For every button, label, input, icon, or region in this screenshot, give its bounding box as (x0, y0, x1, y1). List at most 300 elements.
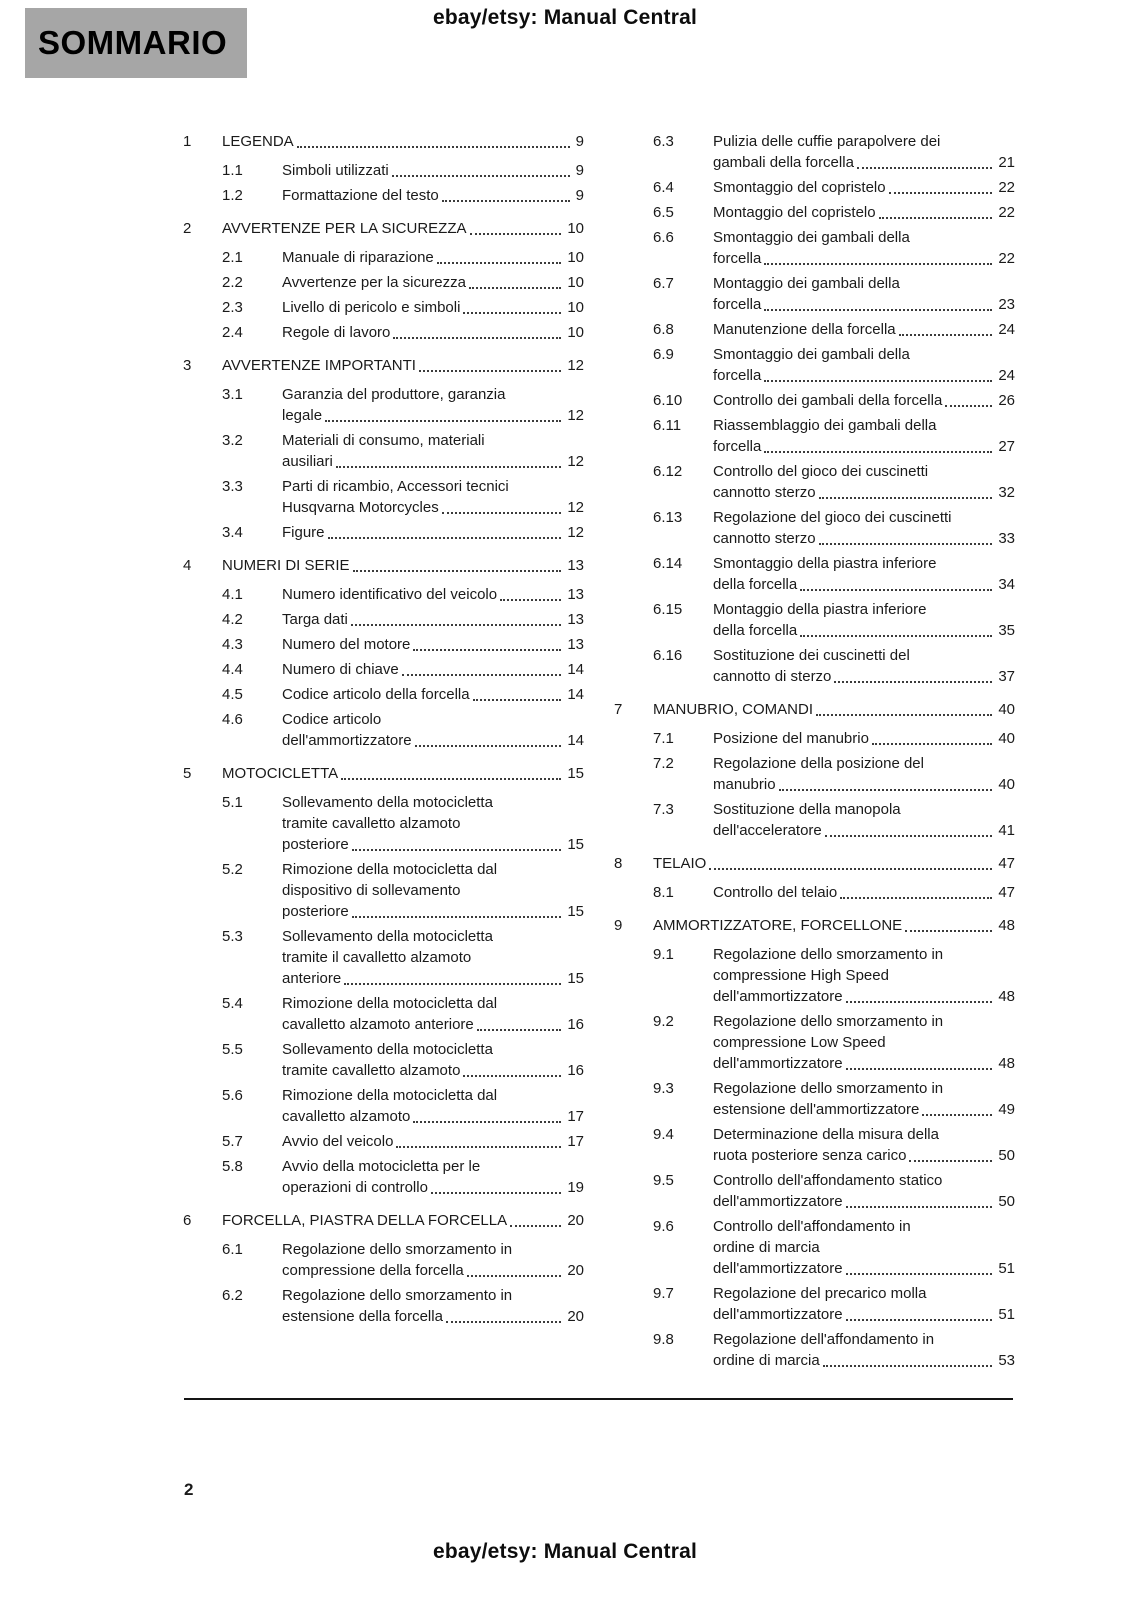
toc-entry-number: 4.4 (222, 661, 243, 678)
toc-entry-body (282, 476, 584, 518)
toc-entry-page: 13 (567, 636, 584, 653)
dot-leader (857, 167, 992, 169)
toc-entry-line: Materiali di consumo, materiali (282, 432, 485, 449)
toc-entry (653, 177, 1015, 198)
dot-leader (800, 589, 992, 591)
toc-entry (222, 684, 584, 705)
toc-entry (653, 799, 1015, 841)
toc-entry-body (713, 1329, 1015, 1371)
toc-entry-page: 33 (998, 530, 1015, 547)
toc-entry-line (282, 834, 584, 855)
toc-entry-number: 9.6 (653, 1218, 674, 1235)
toc-entry-title: ausiliari (282, 453, 333, 470)
toc-entry-page: 20 (567, 1212, 584, 1229)
toc-entry (653, 344, 1015, 386)
toc-entry-number: 6.14 (653, 555, 683, 572)
dot-leader (819, 497, 993, 499)
toc-entry-page: 20 (567, 1262, 584, 1279)
toc-entry-page: 50 (998, 1193, 1015, 1210)
toc-entry (653, 1011, 1015, 1074)
toc-entry-page: 13 (567, 586, 584, 603)
toc-entry-line (713, 152, 1015, 173)
toc-entry (222, 322, 584, 343)
toc-entry-body (713, 1283, 1015, 1325)
toc-entry-line: Smontaggio dei gambali della (713, 346, 910, 363)
toc-entry-body (282, 297, 584, 318)
toc-entry-title: Numero del motore (282, 636, 411, 653)
toc-entry-line: Sollevamento della motocicletta (282, 928, 493, 945)
toc-entry-body (713, 1124, 1015, 1166)
dot-leader (846, 1001, 993, 1003)
toc-entry-body (713, 599, 1015, 641)
toc-entry-number: 6.2 (222, 1287, 243, 1304)
toc-entry-number: 8 (614, 855, 623, 872)
toc-entry-page: 51 (998, 1306, 1015, 1323)
toc-entry-number: 6.4 (653, 179, 674, 196)
toc-entry-number: 4 (183, 557, 192, 574)
toc-entry-page: 37 (998, 668, 1015, 685)
toc-entry-line: Riassemblaggio dei gambali della (713, 417, 937, 434)
toc-entry-line: Smontaggio della piastra inferiore (713, 555, 937, 572)
toc-entry-line (713, 620, 1015, 641)
dot-leader (816, 714, 992, 716)
toc-entry-line (222, 1210, 584, 1231)
toc-entry-line (713, 728, 1015, 749)
toc-entry-page: 47 (998, 884, 1015, 901)
toc-entry-number: 6.11 (653, 417, 682, 434)
toc-entry-title: posteriore (282, 836, 349, 853)
toc-entry-line (282, 247, 584, 268)
toc-entry-line: dispositivo di sollevamento (282, 882, 461, 899)
toc-entry-line: Regolazione dello smorzamento in (282, 1241, 513, 1258)
toc-entry-body (222, 218, 584, 239)
toc-entry-line: Codice articolo (282, 711, 382, 728)
toc-entry-body (282, 1085, 584, 1127)
toc-entry-title: cavalletto alzamoto anteriore (282, 1016, 474, 1033)
toc-entry-number: 6.3 (653, 133, 674, 150)
toc-entry-line (713, 365, 1015, 386)
toc-entry (653, 131, 1015, 173)
toc-entry-page: 10 (567, 220, 584, 237)
toc-entry-line (282, 297, 584, 318)
toc-entry-body (713, 390, 1015, 411)
toc-entry-number: 5.5 (222, 1041, 243, 1058)
toc-entry-line: Regolazione dell'affondamento in (713, 1331, 935, 1348)
toc-entry-line: Pulizia delle cuffie parapolvere dei (713, 133, 941, 150)
toc-entry-page: 16 (567, 1062, 584, 1079)
toc-entry-body (282, 272, 584, 293)
toc-entry-number: 4.1 (222, 586, 243, 603)
header-watermark: ebay/etsy: Manual Central (432, 6, 698, 29)
toc-entry-number: 6.12 (653, 463, 683, 480)
toc-entry-line: tramite cavalletto alzamoto (282, 815, 461, 832)
toc-entry-number: 9.5 (653, 1172, 674, 1189)
toc-entry-line: Regolazione dello smorzamento in (713, 1013, 944, 1030)
toc-entry-line (713, 1053, 1015, 1074)
toc-entry-body (653, 853, 1015, 874)
dot-leader (352, 916, 562, 918)
toc-entry (222, 185, 584, 206)
dot-leader (922, 1114, 992, 1116)
page-number: 2 (184, 1480, 194, 1499)
toc-entry (183, 355, 584, 376)
dot-leader (823, 1365, 993, 1367)
toc-entry-body (282, 659, 584, 680)
toc-entry-body (222, 763, 584, 784)
toc-entry (183, 1210, 584, 1231)
toc-entry (653, 1124, 1015, 1166)
toc-entry-page: 23 (998, 296, 1015, 313)
toc-entry-body (713, 344, 1015, 386)
toc-entry (653, 461, 1015, 503)
toc-entry-body (713, 1078, 1015, 1120)
toc-entry-number: 4.6 (222, 711, 243, 728)
dot-leader (846, 1319, 993, 1321)
toc-entry-line: Rimozione della motocicletta dal (282, 995, 498, 1012)
toc-entry-page: 51 (998, 1260, 1015, 1277)
toc-entry (222, 476, 584, 518)
toc-entry-body (713, 415, 1015, 457)
toc-entry-page: 27 (998, 438, 1015, 455)
toc-entry-page: 21 (998, 154, 1015, 171)
toc-entry (183, 131, 584, 152)
dot-leader (764, 309, 992, 311)
dot-leader (442, 200, 570, 202)
toc-entry-body (713, 202, 1015, 223)
toc-entry-page: 13 (567, 611, 584, 628)
toc-entry-number: 6.15 (653, 601, 683, 618)
toc-entry-number: 7.1 (653, 730, 674, 747)
toc-entry-line (282, 1060, 584, 1081)
dot-leader (437, 262, 562, 264)
toc-entry-number: 6.13 (653, 509, 683, 526)
toc-entry-body (713, 319, 1015, 340)
toc-entry-page: 14 (567, 732, 584, 749)
toc-entry (222, 609, 584, 630)
toc-entry-line (713, 1099, 1015, 1120)
toc-entry-number: 2.4 (222, 324, 243, 341)
dot-leader (500, 599, 561, 601)
toc-entry-number: 5.2 (222, 861, 243, 878)
toc-entry-number: 1.1 (222, 162, 243, 179)
dot-leader (879, 217, 993, 219)
toc-entry-number: 3.1 (222, 386, 243, 403)
toc-entry-title: MOTOCICLETTA (222, 765, 339, 782)
dot-leader (800, 635, 992, 637)
toc-entry-line: compressione High Speed (713, 967, 889, 984)
toc-entry-number: 9.7 (653, 1285, 674, 1302)
toc-entry (222, 1131, 584, 1152)
toc-entry-page: 16 (567, 1016, 584, 1033)
dot-leader (336, 466, 561, 468)
toc-entry-body (222, 355, 584, 376)
toc-entry-page: 48 (998, 917, 1015, 934)
toc-entry-line (282, 659, 584, 680)
toc-entry-line (713, 774, 1015, 795)
toc-entry-line: Regolazione dello smorzamento in (713, 1080, 944, 1097)
toc-entry-title: dell'ammortizzatore (282, 732, 412, 749)
toc-entry (222, 584, 584, 605)
toc-entry-line (282, 1260, 584, 1281)
toc-entry (222, 859, 584, 922)
toc-entry-page: 49 (998, 1101, 1015, 1118)
toc-entry-page: 40 (998, 776, 1015, 793)
toc-entry (183, 555, 584, 576)
toc-entry-page: 17 (567, 1133, 584, 1150)
toc-entry-body (282, 792, 584, 855)
toc-entry-title: legale (282, 407, 323, 424)
toc-entry-page: 10 (567, 324, 584, 341)
toc-entry-line: ordine di marcia (713, 1239, 820, 1256)
toc-entry (653, 273, 1015, 315)
toc-entry-line (282, 1131, 584, 1152)
toc-entry-body (713, 882, 1015, 903)
toc-entry-number: 9.1 (653, 946, 674, 963)
toc-entry-number: 3.2 (222, 432, 243, 449)
toc-entry (222, 1285, 584, 1327)
toc-entry-line (282, 1306, 584, 1327)
toc-entry-page: 12 (567, 407, 584, 424)
toc-entry (653, 202, 1015, 223)
dot-leader (413, 1121, 561, 1123)
toc-entry-body (282, 522, 584, 543)
toc-entry-line (282, 901, 584, 922)
toc-entry-page: 32 (998, 484, 1015, 501)
toc-entry (222, 1039, 584, 1081)
dot-leader (825, 835, 993, 837)
toc-entry-line (282, 322, 584, 343)
dot-leader (467, 1275, 562, 1277)
toc-entry-body (713, 799, 1015, 841)
dot-leader (463, 1075, 561, 1077)
toc-entry-body (713, 177, 1015, 198)
toc-entry-number: 6.16 (653, 647, 683, 664)
toc-entry (653, 944, 1015, 1007)
toc-entry-title: dell'ammortizzatore (713, 1055, 843, 1072)
dot-leader (328, 537, 562, 539)
toc-entry-number: 5.3 (222, 928, 243, 945)
toc-entry-body (713, 507, 1015, 549)
toc-entry (222, 297, 584, 318)
toc-entry-number: 4.5 (222, 686, 243, 703)
toc-entry-line (713, 294, 1015, 315)
toc-entry-line (282, 160, 584, 181)
toc-entry-line: Montaggio dei gambali della (713, 275, 900, 292)
toc-entry-body (713, 645, 1015, 687)
toc-entry-body (713, 753, 1015, 795)
dot-leader (442, 512, 562, 514)
toc-entry-page: 9 (575, 133, 584, 150)
toc-entry (183, 763, 584, 784)
toc-entry-line (713, 882, 1015, 903)
toc-entry-line (282, 185, 584, 206)
toc-entry-line: Montaggio della piastra inferiore (713, 601, 927, 618)
toc-entry-page: 12 (567, 499, 584, 516)
toc-entry-body (282, 634, 584, 655)
toc-entry-number: 9.3 (653, 1080, 674, 1097)
toc-entry-number: 1 (183, 133, 192, 150)
toc-entry-line: Sollevamento della motocicletta (282, 794, 493, 811)
toc-entry-line: Garanzia del produttore, garanzia (282, 386, 506, 403)
toc-entry-line (713, 482, 1015, 503)
toc-entry-line: Smontaggio dei gambali della (713, 229, 910, 246)
toc-entry-title: Simboli utilizzati (282, 162, 389, 179)
toc-entry-line: Avvio della motocicletta per le (282, 1158, 481, 1175)
toc-entry-page: 19 (567, 1179, 584, 1196)
toc-entry-line (282, 1106, 584, 1127)
toc-entry-line: Sostituzione della manopola (713, 801, 901, 818)
toc-entry-body (713, 553, 1015, 595)
toc-entry-line: Regolazione del gioco dei cuscinetti (713, 509, 952, 526)
toc-entry-title: Posizione del manubrio (713, 730, 869, 747)
toc-entry-page: 22 (998, 250, 1015, 267)
toc-entry-page: 10 (567, 274, 584, 291)
toc-entry-title: AVVERTENZE PER LA SICUREZZA (222, 220, 467, 237)
dot-leader (344, 983, 561, 985)
dot-leader (352, 849, 562, 851)
toc-entry-line (282, 730, 584, 751)
dot-leader (477, 1029, 562, 1031)
toc-entry-line (713, 1304, 1015, 1325)
toc-entry-number: 6 (183, 1212, 192, 1229)
toc-entry-title: forcella (713, 438, 762, 455)
toc-entry-number: 2.1 (222, 249, 243, 266)
toc-entry-body (282, 160, 584, 181)
toc-entry-body (282, 926, 584, 989)
toc-entry (222, 659, 584, 680)
dot-leader (764, 263, 992, 265)
toc-entry-body (713, 227, 1015, 269)
toc-entry (222, 522, 584, 543)
dot-leader (402, 674, 562, 676)
toc-entry (653, 1216, 1015, 1279)
toc-entry (222, 634, 584, 655)
toc-entry-title: Regole di lavoro (282, 324, 391, 341)
toc-entry-number: 7.2 (653, 755, 674, 772)
toc-entry-body (282, 684, 584, 705)
dot-leader (834, 681, 992, 683)
toc-entry-number: 2.2 (222, 274, 243, 291)
toc-entry-title: tramite cavalletto alzamoto (282, 1062, 461, 1079)
toc-entry-page: 14 (567, 661, 584, 678)
toc-entry-page: 9 (575, 162, 584, 179)
toc-entry-page: 14 (567, 686, 584, 703)
toc-entry-number: 9.8 (653, 1331, 674, 1348)
toc-entry-line (282, 634, 584, 655)
toc-entry-number: 5.4 (222, 995, 243, 1012)
toc-entry-number: 5.8 (222, 1158, 243, 1175)
toc-entry-title: forcella (713, 367, 762, 384)
toc-entry-title: estensione della forcella (282, 1308, 443, 1325)
toc-entry-title: Codice articolo della forcella (282, 686, 470, 703)
toc-entry-page: 22 (998, 204, 1015, 221)
dot-leader (419, 370, 561, 372)
dot-leader (709, 868, 992, 870)
toc-entry-title: cannotto di sterzo (713, 668, 832, 685)
toc-entry-number: 9 (614, 917, 623, 934)
toc-entry-title: ordine di marcia (713, 1352, 820, 1369)
toc-entry-title: Husqvarna Motorcycles (282, 499, 439, 516)
toc-entry (653, 415, 1015, 457)
toc-entry-body (282, 993, 584, 1035)
toc-entry-title: LEGENDA (222, 133, 294, 150)
toc-entry-body (282, 1285, 584, 1327)
toc-column-right (614, 131, 1015, 1375)
toc-entry (653, 390, 1015, 411)
toc-entry-title: Formattazione del testo (282, 187, 439, 204)
toc-entry-line (713, 528, 1015, 549)
dot-leader (446, 1321, 561, 1323)
toc-entry (222, 272, 584, 293)
toc-entry-line: Controllo del gioco dei cuscinetti (713, 463, 929, 480)
toc-entry-title: dell'ammortizzatore (713, 1193, 843, 1210)
toc-entry-number: 7 (614, 701, 623, 718)
toc-entry-title: dell'ammortizzatore (713, 988, 843, 1005)
toc-entry-title: Targa dati (282, 611, 348, 628)
toc-entry (653, 319, 1015, 340)
table-of-contents (183, 131, 1015, 1375)
dot-leader (351, 624, 561, 626)
dot-leader (470, 233, 562, 235)
toc-entry-title: Smontaggio del copristelo (713, 179, 886, 196)
toc-entry-page: 15 (567, 765, 584, 782)
toc-entry-title: manubrio (713, 776, 776, 793)
toc-entry-line (713, 574, 1015, 595)
toc-entry-body (282, 185, 584, 206)
toc-entry-title: AVVERTENZE IMPORTANTI (222, 357, 416, 374)
toc-entry (222, 384, 584, 426)
toc-entry-line: Sostituzione dei cuscinetti del (713, 647, 910, 664)
toc-entry-line (222, 218, 584, 239)
toc-entry-page: 10 (567, 249, 584, 266)
toc-entry-title: forcella (713, 250, 762, 267)
toc-entry (653, 728, 1015, 749)
toc-entry-number: 4.2 (222, 611, 243, 628)
toc-entry-line: Rimozione della motocicletta dal (282, 1087, 498, 1104)
toc-entry-line (222, 555, 584, 576)
toc-entry-line: Rimozione della motocicletta dal (282, 861, 498, 878)
dot-leader (764, 380, 992, 382)
toc-entry-page: 35 (998, 622, 1015, 639)
dot-leader (846, 1206, 993, 1208)
toc-entry-page: 48 (998, 988, 1015, 1005)
toc-entry-number: 2 (183, 220, 192, 237)
toc-entry-number: 7.3 (653, 801, 674, 818)
toc-entry-line (282, 684, 584, 705)
toc-entry-line (222, 355, 584, 376)
toc-entry-page: 26 (998, 392, 1015, 409)
toc-entry-line: Regolazione del precarico molla (713, 1285, 927, 1302)
toc-entry (653, 1078, 1015, 1120)
toc-entry-number: 6.6 (653, 229, 674, 246)
dot-leader (905, 930, 992, 932)
toc-entry-line (653, 699, 1015, 720)
dot-leader (510, 1225, 561, 1227)
toc-entry-page: 17 (567, 1108, 584, 1125)
toc-entry-title: Controllo del telaio (713, 884, 838, 901)
toc-entry-body (653, 699, 1015, 720)
toc-entry-body (222, 555, 584, 576)
toc-entry-line (653, 853, 1015, 874)
dot-leader (353, 570, 562, 572)
toc-entry-line: Regolazione della posizione del (713, 755, 924, 772)
toc-entry-page: 9 (575, 187, 584, 204)
toc-entry-line (713, 820, 1015, 841)
toc-entry-page: 24 (998, 367, 1015, 384)
toc-entry-body (282, 584, 584, 605)
toc-entry-body (713, 131, 1015, 173)
toc-entry-body (282, 1131, 584, 1152)
